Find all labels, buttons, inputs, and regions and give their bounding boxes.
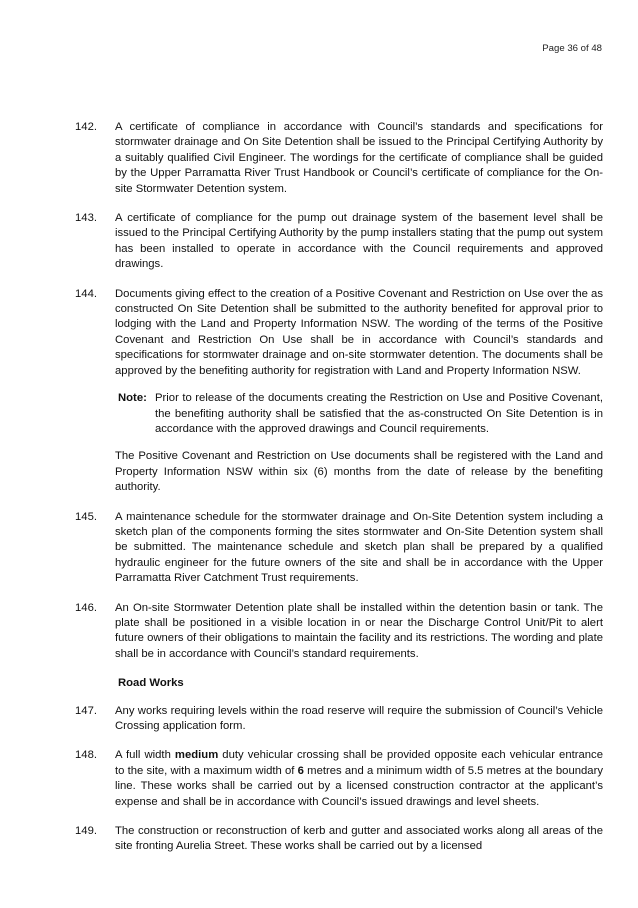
clause-text: The construction or reconstruction of kerb and gutter and associated works along all areas of the site fronting Aurelia Street. These works shall be carried out by a licensed <box>115 825 603 853</box>
clause-text: Any works requiring levels within the road reserve will require the submission of Council’s Vehicle Crossing application form. <box>115 704 603 732</box>
clause-number: 149. <box>75 825 97 838</box>
note-label: Note: <box>118 392 147 405</box>
clause-text: A maintenance schedule for the stormwater drainage and On-Site Detention system including a sketch plan of the components forming the sites stormwater and On-Site Detention system shall be submitted. The maintenance schedule and sketch plan shall be prepared by a qualified hydraulic engineer for the future owners of the site and shall be in accordance with the Upper Parramatta River Catchment Trust requirements. <box>115 510 603 585</box>
clause-147 <box>0 704 638 735</box>
section-heading-road-works: Road Works <box>118 677 184 690</box>
clause-number: 142. <box>75 121 97 133</box>
text-run: duty vehicular crossing shall be provided opposite each vehicular entrance to the site, with a maximum width of <box>115 749 603 777</box>
clause-number: 148. <box>75 749 97 762</box>
text-run: metres and a minimum width of 5.5 metres at the boundary line. These works shall be carried out by a licensed construction contractor at the applicant’s expense and shall be in accordance with Council’s issued drawings and level sheets. <box>115 764 603 808</box>
text-run: A full width <box>115 749 175 762</box>
clause-text <box>115 748 603 810</box>
note-block <box>0 391 638 437</box>
clause-149 <box>0 824 638 855</box>
clause-145 <box>0 510 638 587</box>
clause-143 <box>0 211 638 273</box>
registration-paragraph: The Positive Covenant and Restriction on Use documents shall be registered with the Land and Property Information NSW within six (6) months from the date of release by the benefiting authority. <box>115 450 603 494</box>
clause-number: 146. <box>75 601 97 614</box>
clause-text: An On-site Stormwater Detention plate shall be installed within the detention basin or tank. The plate shall be positioned in a visible location in or near the Discharge Control Unit/Pit to alert future owners of their obligations to maintain the facility and its restrictions. The wording and plate shall be in accordance with Council’s standard requirements. <box>115 601 603 660</box>
bold-text: 6 <box>297 764 304 777</box>
note-text: Prior to release of the documents creating the Restriction on Use and Positive Covenant, the benefiting authority shall be satisfied that the as-constructed On Site Detention is in accordance with the approved drawings and Council requirements. <box>155 392 603 435</box>
clause-number: 147. <box>75 704 97 717</box>
clause-148 <box>0 748 638 810</box>
clause-146 <box>0 601 638 663</box>
bold-text: medium <box>174 749 219 762</box>
clause-number: 145. <box>75 510 97 523</box>
clause-number: 144. <box>75 287 97 300</box>
page-number: Page 36 of 48 <box>542 43 602 54</box>
clause-142 <box>0 120 638 197</box>
document-body <box>0 120 638 869</box>
clause-number: 143. <box>75 212 97 225</box>
clause-text: Documents giving effect to the creation of a Positive Covenant and Restriction on Use over the as constructed On Site Detention shall be submitted to the authority benefited for approval prior to lodging with the Land and Property Information NSW. The wording of the terms of the Positive Covenant and Restriction On Use shall be in accordance with Council’s standards and specifications for stormwater drainage and on-site stormwater detention. The documents shall be approved by the benefiting authority for registration with Land and Property Information NSW. <box>115 287 603 377</box>
clause-text: A certificate of compliance in accordance with Council’s standards and specifications for stormwater drainage and On Site Detention shall be issued to the Principal Certifying Authority by a suitably qualified Civil Engineer. The wordings for the certificate of compliance shall be guided by the Upper Parramatta River Trust Handbook or Council’s certificate of compliance for the On-site Stormwater Detention system. <box>115 121 603 195</box>
clause-text: A certificate of compliance for the pump out drainage system of the basement level shall be issued to the Principal Certifying Authority by the pump installers stating that the pump out system has been installed to operate in accordance with the Council requirements and approved drawings. <box>115 212 603 271</box>
clause-144 <box>0 287 638 379</box>
